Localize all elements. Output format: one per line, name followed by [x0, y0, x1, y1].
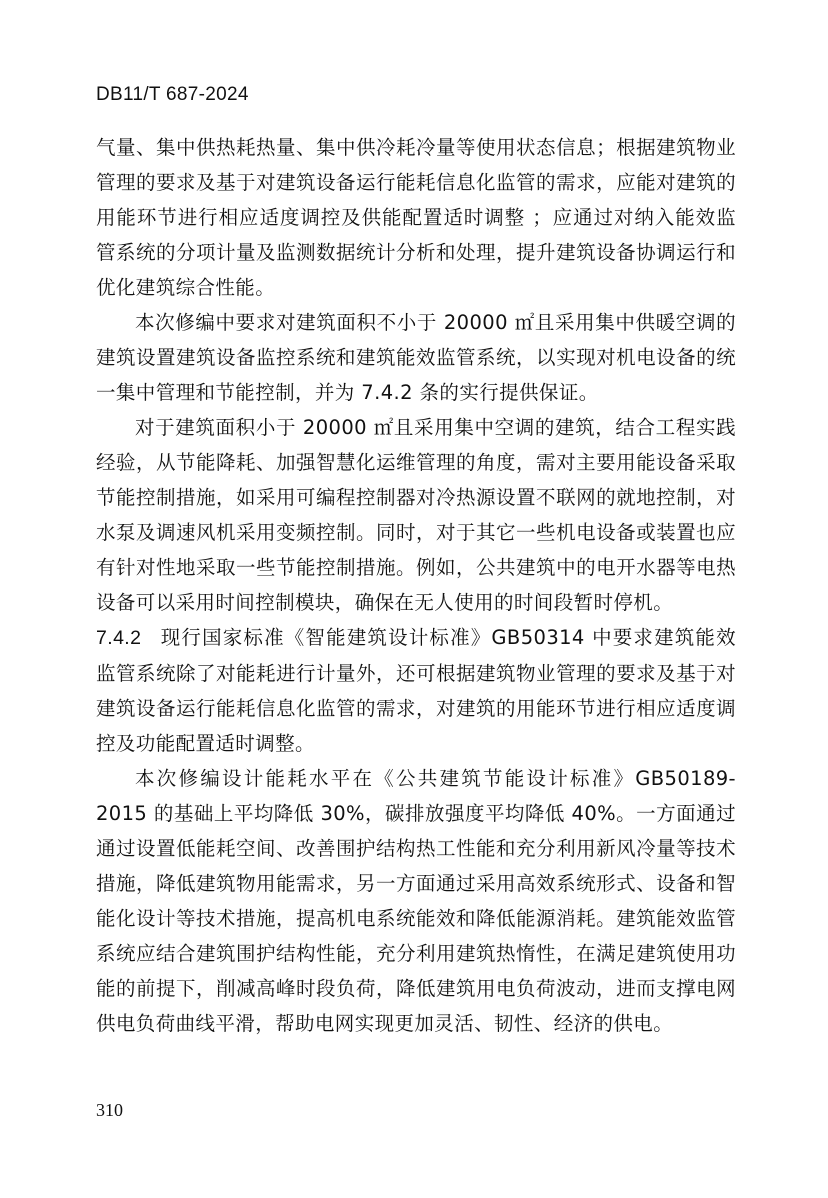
paragraph-continuation: 气量、集中供热耗热量、集中供冷耗冷量等使用状态信息；根据建筑物业管理的要求及基于对建筑设备运行能耗信息化监管的需求，应能对建筑的用能环节进行相应适度调控及供能配置适时调整 ；应通过对纳入能效监管系统的分项计量及监测数据统计分析和处理，提升建筑设备协调运行和优化建筑综合性能。: [96, 136, 736, 299]
paragraph-small-building-control: 对于建筑面积小于 20000 ㎡且采用集中空调的建筑，结合工程实践经验，从节能降耗、加强智慧化运维管理的角度，需对主要用能设备采取节能控制措施，如采用可编程控制器对冷热源设置不联网的就地控制，对水泵及调速风机采用变频控制。同时，对于其它一些机电设备或装置也应有针对性地采取一些节能控制措施。例如，公共建筑中的电开水器等电热设备可以采用时间控制模块，确保在无人使用的时间段暂时停机。: [96, 416, 736, 614]
clause-number: 7.4.2: [96, 627, 142, 649]
paragraph-revision-requirement: 本次修编中要求对建筑面积不小于 20000 ㎡且采用集中供暖空调的建筑设置建筑设备监控系统和建筑能效监管系统，以实现对机电设备的统一集中管理和节能控制，并为 7.4.2 条的实行提供保证。: [96, 311, 736, 404]
clause-7-4-2: [96, 620, 736, 761]
paragraph-energy-level: 本次修编设计能耗水平在《公共建筑节能设计标准》GB50189-2015 的基础上平均降低 30%，碳排放强度平均降低 40%。一方面通过通过设置低能耗空间、改善围护结构热工性能和充分利用新风冷量等技术措施，降低建筑物用能需求，另一方面通过采用高效系统形式、设备和智能化设计等技术措施，提高机电系统能效和降低能源消耗。建筑能效监管系统应结合建筑围护结构性能，充分利用建筑热惰性，在满足建筑使用功能的前提下，削减高峰时段负荷，降低建筑用电负荷波动，进而支撑电网供电负荷曲线平滑，帮助电网实现更加灵活、韧性、经济的供电。: [96, 767, 736, 1035]
clause-text: 现行国家标准《智能建筑设计标准》GB50314 中要求建筑能效监管系统除了对能耗进行计量外，还可根据建筑物业管理的要求及基于对建筑设备运行能耗信息化监管的需求，对建筑的用能环节进行相应适度调控及功能配置适时调整。: [96, 626, 736, 755]
standard-code-header: DB11/T 687-2024: [96, 84, 249, 105]
document-body: [96, 130, 736, 1041]
page-number: 310: [96, 1100, 123, 1120]
